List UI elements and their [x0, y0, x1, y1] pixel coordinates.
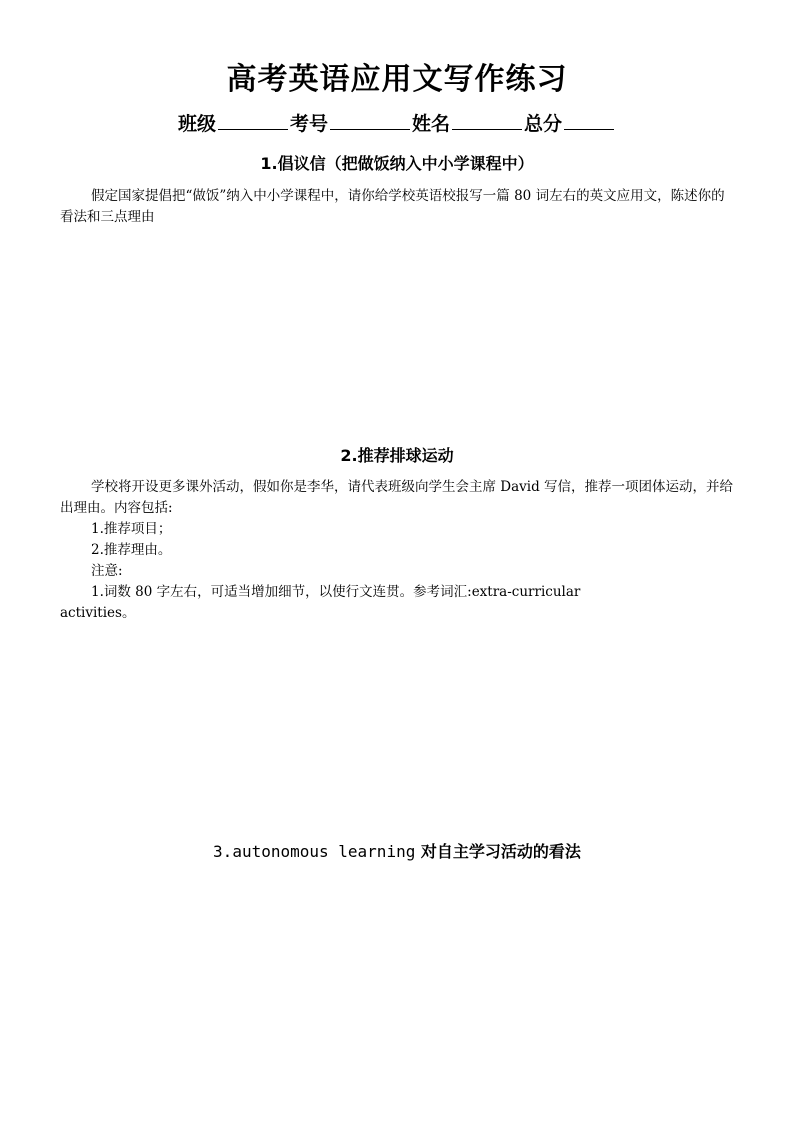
student-info-line [0, 109, 794, 139]
name-blank[interactable] [452, 109, 522, 130]
exam-number-label: 考号 [289, 113, 328, 135]
class-blank[interactable] [218, 109, 288, 130]
score-label: 总分 [524, 113, 563, 135]
section2-item-2: 2.推荐理由。 [91, 542, 172, 558]
class-label: 班级 [177, 113, 216, 135]
name-label: 姓名 [412, 113, 451, 135]
section3-heading [0, 840, 794, 864]
section2-prompt: 学校将开设更多课外活动，假如你是李华，请代表班级向学生会主席 David 写信，推荐一项团体运动，并给出理由。内容包括: [60, 479, 734, 516]
page-title: 高考英语应用文写作练习 [226, 62, 568, 97]
section1-heading: 1.倡议信（把做饭纳入中小学课程中） [260, 154, 534, 173]
section1-prompt: 假定国家提倡把“做饭”纳入中小学课程中，请你给学校英语校报写一篇 80 词左右的英文应用文，陈述你的看法和三点理由 [60, 188, 725, 225]
section2-note-label: 注意: [91, 563, 123, 579]
score-blank[interactable] [564, 109, 614, 130]
section2-note-1: 1.词数 80 字左右，可适当增加细节，以使行文连贯。参考词汇:extra-curricular [91, 584, 581, 600]
section2-item-1: 1.推荐项目； [91, 521, 172, 537]
section2-heading: 2.推荐排球运动 [340, 446, 454, 465]
section2-note-1-continued: activities。 [60, 605, 136, 621]
exam-number-blank[interactable] [330, 109, 410, 130]
section3-heading-en: 3.autonomous learning [213, 842, 416, 861]
section3-heading-zh: 对自主学习活动的看法 [420, 842, 581, 861]
